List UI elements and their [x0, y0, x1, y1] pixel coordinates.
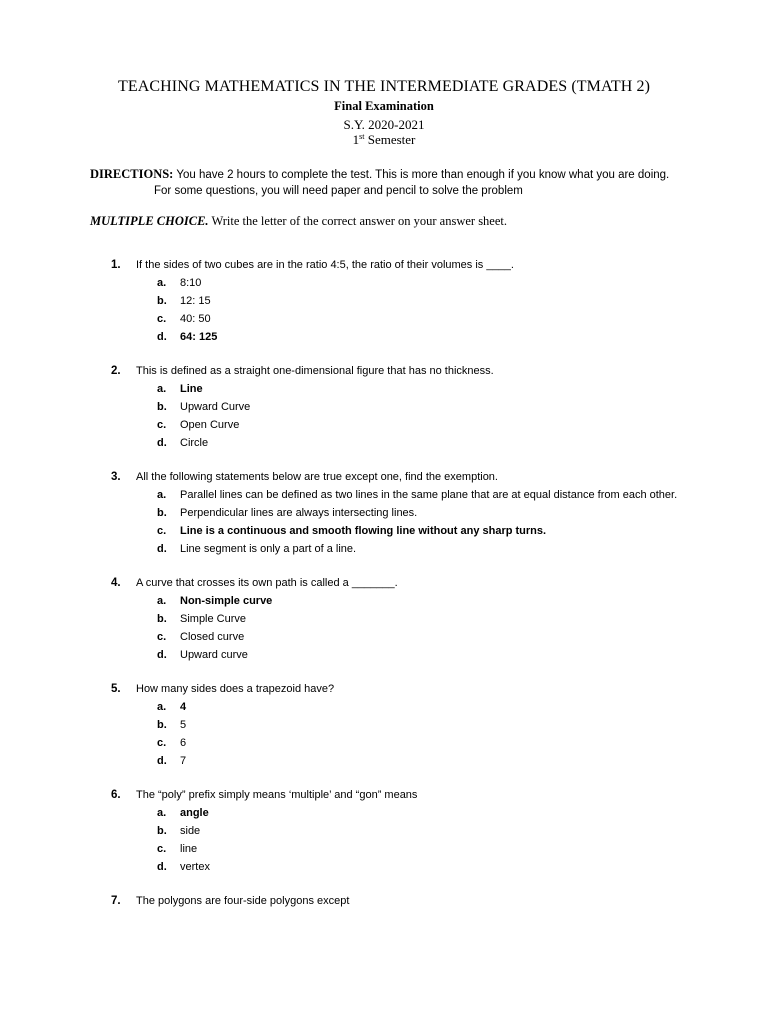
- option-text: Line segment is only a part of a line.: [180, 543, 357, 555]
- option-letter: c.: [157, 737, 167, 749]
- question-number: 1.: [111, 259, 121, 271]
- question-item: [0, 362, 768, 452]
- option-text: Upward Curve: [180, 401, 251, 413]
- option-letter: a.: [157, 489, 167, 501]
- option-text: Circle: [180, 437, 209, 449]
- option-letter: a.: [157, 701, 167, 713]
- question-number: 2.: [111, 365, 121, 377]
- answer-option: [0, 540, 768, 558]
- answer-option: [0, 716, 768, 734]
- option-text: Upward curve: [180, 649, 248, 661]
- option-text: 5: [180, 719, 187, 731]
- option-text: Open Curve: [180, 419, 240, 431]
- answer-option: [0, 310, 768, 328]
- directions-line-1: [90, 166, 690, 183]
- directions-label: DIRECTIONS:: [90, 167, 174, 181]
- question-item: [0, 256, 768, 346]
- answer-option: [0, 434, 768, 452]
- question-list: [0, 256, 768, 926]
- question-row: [0, 680, 768, 698]
- option-text: Perpendicular lines are always intersecting lines.: [180, 507, 418, 519]
- question-number: 3.: [111, 471, 121, 483]
- option-letter: a.: [157, 277, 167, 289]
- answer-option: [0, 698, 768, 716]
- answer-option: [0, 486, 768, 504]
- question-number: 4.: [111, 577, 121, 589]
- answer-option: [0, 804, 768, 822]
- question-number: 7.: [111, 895, 121, 907]
- option-text: side: [180, 825, 201, 837]
- option-letter: b.: [157, 401, 167, 413]
- answer-option: [0, 398, 768, 416]
- option-text-answer: 4: [180, 701, 187, 713]
- question-item: [0, 786, 768, 876]
- document-title: TEACHING MATHEMATICS IN THE INTERMEDIATE GRADES (TMATH 2): [117, 78, 651, 95]
- answer-option: [0, 628, 768, 646]
- question-row: [0, 468, 768, 486]
- semester: [0, 132, 768, 148]
- exam-subtitle: Final Examination: [334, 99, 434, 113]
- option-text: line: [180, 843, 198, 855]
- directions-line-2: For some questions, you will need paper and pencil to solve the problem: [154, 185, 523, 197]
- answer-option: [0, 734, 768, 752]
- answer-option: [0, 522, 768, 540]
- answer-option: [0, 416, 768, 434]
- option-letter: c.: [157, 525, 167, 537]
- option-letter: b.: [157, 719, 167, 731]
- option-text: 7: [180, 755, 187, 767]
- question-item: [0, 892, 768, 910]
- answer-option: [0, 504, 768, 522]
- directions-text: You have 2 hours to complete the test. This is more than enough if you know what you are doing.: [173, 169, 670, 181]
- question-text: The “poly” prefix simply means ‘multiple’ and “gon” means: [136, 789, 418, 801]
- option-text: 12: 15: [180, 295, 211, 307]
- question-text: All the following statements below are true except one, find the exemption.: [136, 471, 498, 483]
- option-letter: d.: [157, 331, 167, 343]
- option-letter: d.: [157, 437, 167, 449]
- multiple-choice-text: Write the letter of the correct answer on your answer sheet.: [208, 214, 507, 228]
- option-letter: c.: [157, 843, 167, 855]
- answer-option: [0, 822, 768, 840]
- option-text-answer: 64: 125: [180, 331, 218, 343]
- option-text: vertex: [180, 861, 210, 873]
- answer-option: [0, 840, 768, 858]
- question-row: [0, 574, 768, 592]
- option-text: 40: 50: [180, 313, 211, 325]
- answer-option: [0, 328, 768, 346]
- option-letter: c.: [157, 419, 167, 431]
- question-row: [0, 786, 768, 804]
- option-text-answer: angle: [180, 807, 209, 819]
- option-text: 6: [180, 737, 187, 749]
- question-item: [0, 574, 768, 664]
- semester-number: 1: [352, 132, 360, 147]
- question-number: 6.: [111, 789, 121, 801]
- question-number: 5.: [111, 683, 121, 695]
- option-letter: b.: [157, 825, 167, 837]
- answer-option: [0, 610, 768, 628]
- option-letter: d.: [157, 543, 167, 555]
- option-text: Simple Curve: [180, 613, 247, 625]
- option-letter: b.: [157, 295, 167, 307]
- answer-option: [0, 592, 768, 610]
- option-text: 8:10: [180, 277, 202, 289]
- option-text: Closed curve: [180, 631, 245, 643]
- option-text: Parallel lines can be defined as two lines in the same plane that are at equal distance from each other.: [180, 489, 678, 501]
- answer-option: [0, 646, 768, 664]
- semester-word: Semester: [364, 132, 416, 147]
- answer-option: [0, 752, 768, 770]
- question-row: [0, 256, 768, 274]
- semester-suffix: st: [359, 132, 365, 141]
- school-year: S.Y. 2020-2021: [343, 117, 425, 132]
- option-letter: a.: [157, 383, 167, 395]
- question-row: [0, 892, 768, 910]
- option-letter: c.: [157, 313, 167, 325]
- option-text-answer: Line: [180, 383, 203, 395]
- option-letter: d.: [157, 649, 167, 661]
- option-letter: b.: [157, 613, 167, 625]
- question-text: How many sides does a trapezoid have?: [136, 683, 335, 695]
- answer-option: [0, 380, 768, 398]
- question-item: [0, 468, 768, 558]
- question-text: The polygons are four-side polygons except: [136, 895, 350, 907]
- option-letter: a.: [157, 595, 167, 607]
- question-text: A curve that crosses its own path is called a _______.: [136, 577, 398, 589]
- option-letter: d.: [157, 755, 167, 767]
- option-letter: c.: [157, 631, 167, 643]
- answer-option: [0, 292, 768, 310]
- option-letter: d.: [157, 861, 167, 873]
- answer-option: [0, 858, 768, 876]
- option-letter: a.: [157, 807, 167, 819]
- multiple-choice-label: MULTIPLE CHOICE.: [90, 214, 209, 228]
- question-text: If the sides of two cubes are in the ratio 4:5, the ratio of their volumes is ____.: [136, 259, 514, 271]
- question-row: [0, 362, 768, 380]
- directions-block: [90, 166, 690, 199]
- option-letter: b.: [157, 507, 167, 519]
- question-item: [0, 680, 768, 770]
- multiple-choice-instruction: [90, 214, 710, 229]
- question-text: This is defined as a straight one-dimensional figure that has no thickness.: [136, 365, 494, 377]
- option-text-answer: Non-simple curve: [180, 595, 273, 607]
- answer-option: [0, 274, 768, 292]
- option-text-answer: Line is a continuous and smooth flowing line without any sharp turns.: [180, 525, 547, 537]
